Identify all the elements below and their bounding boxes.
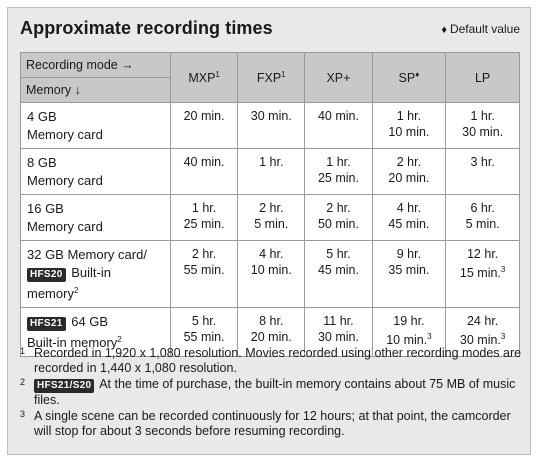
- time-cell: 20 min.: [171, 103, 238, 149]
- default-value-legend: [441, 22, 520, 36]
- col-header-lp: LP: [446, 53, 520, 103]
- model-badge: HFS21: [27, 317, 66, 331]
- legend-label: Default value: [449, 22, 520, 36]
- time-cell: 1 hr. 30 min.: [446, 103, 520, 149]
- time-cell: 12 hr. 15 min.$^3$: [446, 241, 520, 308]
- time-cell: 2 hr. 50 min.: [305, 195, 372, 241]
- time-cell: 24 hr. 30 min.$^3$: [446, 308, 520, 357]
- model-badge: HFS20: [27, 268, 66, 282]
- col-header-xp-plus: XP+: [305, 53, 372, 103]
- time-cell: 1 hr. 25 min.: [305, 149, 372, 195]
- col-header-sp: SP♦: [372, 53, 446, 103]
- memory-label-cell: 16 GB Memory card: [21, 195, 171, 241]
- memory-label-cell: 8 GB Memory card: [21, 149, 171, 195]
- time-cell: 4 hr. 10 min.: [238, 241, 305, 308]
- memory-label-cell: HFS21 64 GB Built-in memory$^2$: [21, 308, 171, 357]
- time-cell: 30 min.: [238, 103, 305, 149]
- table-row: [21, 103, 520, 149]
- footnotes: [20, 346, 525, 440]
- table-row: [21, 241, 520, 308]
- time-cell: 1 hr. 10 min.: [372, 103, 446, 149]
- time-cell: 9 hr. 35 min.: [372, 241, 446, 308]
- col-header-mxp: MXP$^1$: [171, 53, 238, 103]
- time-cell: 1 hr. 25 min.: [171, 195, 238, 241]
- time-cell: 40 min.: [171, 149, 238, 195]
- time-cell: 6 hr. 5 min.: [446, 195, 520, 241]
- memory-header: Memory ↓: [21, 78, 171, 103]
- memory-label-cell: 32 GB Memory card/ HFS20 Built-in memory$^2$: [21, 241, 171, 308]
- footnote-2: 2 HFS21/S20 At the time of purchase, the built-in memory contains about 75 MB of music files.: [20, 377, 516, 407]
- footnote-3: 3 A single scene can be recorded continuously for 12 hours; at that point, the camcorder will stop for about 3 seconds before resuming recording.: [20, 409, 511, 438]
- time-cell: 8 hr. 20 min.: [238, 308, 305, 357]
- memory-label-cell: 4 GB Memory card: [21, 103, 171, 149]
- col-header-fxp: FXP$^1$: [238, 53, 305, 103]
- recording-times-panel: [7, 7, 531, 455]
- time-cell: 40 min.: [305, 103, 372, 149]
- default-diamond-icon: ♦: [441, 24, 447, 36]
- time-cell: 3 hr.: [446, 149, 520, 195]
- panel-title: Approximate recording times: [20, 18, 273, 38]
- time-cell: 2 hr. 5 min.: [238, 195, 305, 241]
- model-badge: HFS21/S20: [34, 379, 94, 393]
- time-cell: 5 hr. 55 min.: [171, 308, 238, 357]
- time-cell: 4 hr. 45 min.: [372, 195, 446, 241]
- time-cell: 5 hr. 45 min.: [305, 241, 372, 308]
- table-row: [21, 149, 520, 195]
- recording-times-table: [20, 52, 520, 357]
- time-cell: 19 hr. 10 min.$^3$: [372, 308, 446, 357]
- time-cell: 11 hr. 30 min.: [305, 308, 372, 357]
- time-cell: 2 hr. 55 min.: [171, 241, 238, 308]
- time-cell: 1 hr.: [238, 149, 305, 195]
- table-row: [21, 195, 520, 241]
- footnote-1: 1 Recorded in 1,920 x 1,080 resolution. Movies recorded using other recording modes are recorded in 1,440 x 1,080 resolution.: [20, 346, 522, 375]
- time-cell: 2 hr. 20 min.: [372, 149, 446, 195]
- recording-mode-header: Recording mode →: [21, 53, 171, 78]
